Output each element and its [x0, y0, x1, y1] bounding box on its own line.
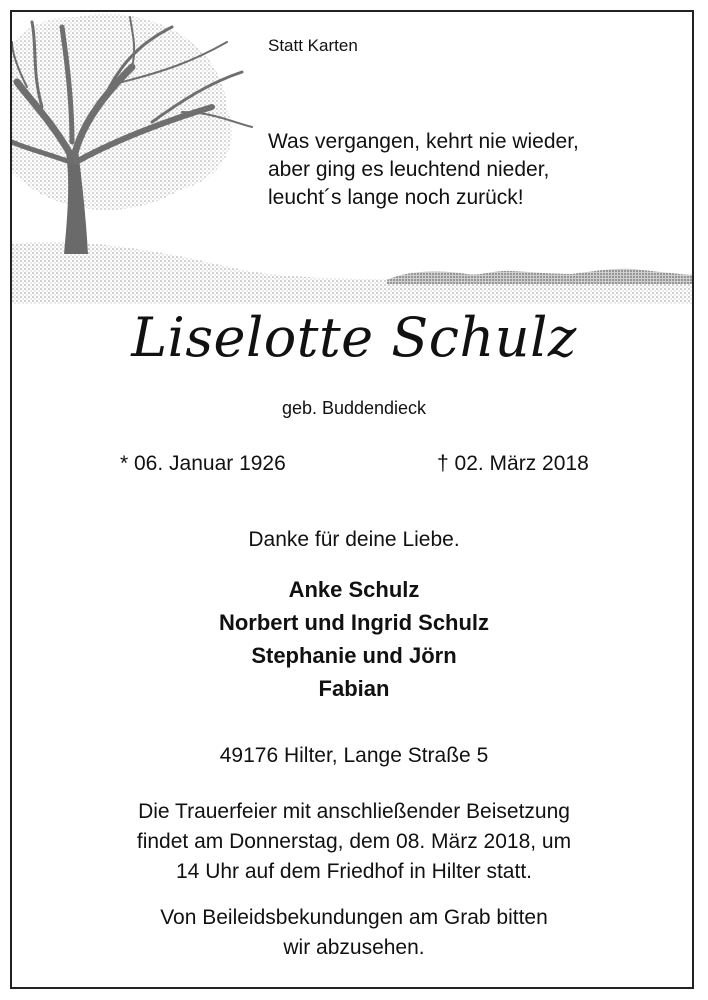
family-member: Norbert und Ingrid Schulz	[218, 610, 490, 635]
condolence-line: Von Beileidsbekundungen am Grab bitten	[160, 906, 548, 929]
address: 49176 Hilter, Lange Straße 5	[219, 744, 489, 767]
condolence-text	[0, 903, 708, 963]
family-member: Anke Schulz	[288, 577, 420, 602]
ceremony-line: 14 Uhr auf dem Friedhof in Hilter statt.	[176, 860, 532, 883]
ceremony-text	[0, 797, 708, 887]
ceremony-line: findet am Donnerstag, dem 08. März 2018, um	[136, 830, 572, 853]
family-member: Stephanie und Jörn	[251, 643, 457, 668]
family-member: Fabian	[318, 676, 390, 701]
motto-poem	[268, 128, 579, 212]
family-list	[0, 573, 708, 705]
motto-line: Was vergangen, kehrt nie wieder,	[268, 130, 579, 153]
motto-line: leucht´s lange noch zurück!	[268, 186, 524, 209]
death-date: † 02. März 2018	[437, 452, 589, 475]
condolence-line: wir abzusehen.	[283, 936, 425, 959]
motto-line: aber ging es leuchtend nieder,	[268, 158, 550, 181]
thanks-line: Danke für deine Liebe.	[248, 528, 460, 551]
deceased-name: Liselotte Schulz	[131, 306, 577, 369]
ceremony-line: Die Trauerfeier mit anschließender Beisetzung	[138, 800, 570, 823]
statt-karten-label: Statt Karten	[268, 36, 358, 55]
birth-date: * 06. Januar 1926	[120, 452, 286, 475]
maiden-name: geb. Buddendieck	[281, 398, 427, 418]
